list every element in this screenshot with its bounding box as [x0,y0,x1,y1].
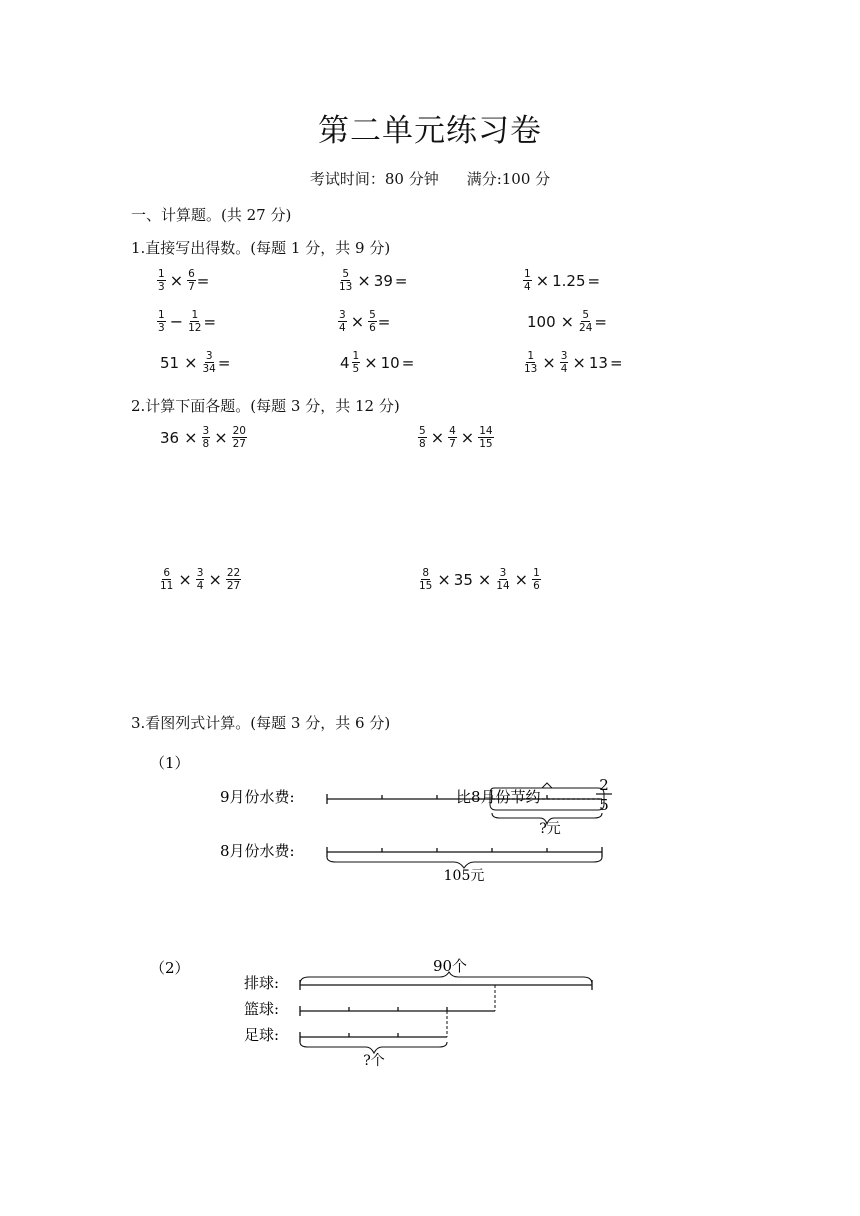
q1-item-2: $\frac{5}{13}$ × 39 = [339,268,408,293]
q1-item-7: 51 × $\frac{3}{34}$ = [160,350,231,375]
saving-fraction-numerator: 2 [599,776,609,794]
question-3-heading: 3.看图列式计算。(每题 3 分，共 6 分) [131,714,391,732]
fraction: $\frac{1}{5}$ [352,350,360,375]
question-1-heading: 1.直接写出得数。(每题 1 分，共 9 分) [131,239,391,257]
q2-item-3: $\frac{6}{11}$ × $\frac{3}{4}$ × $\frac{22}{27}$ [160,567,241,592]
football-label: 足球: [244,1026,280,1044]
q1-item-9: $\frac{1}{13}$ × $\frac{3}{4}$ × 13 = [524,350,623,375]
fraction: $\frac{1}{6}$ [533,567,540,592]
q1-item-5: $\frac{3}{4}$ × $\frac{5}{6}$ = [339,309,391,334]
fraction: $\frac{22}{27}$ [226,567,241,592]
figure-1-label: （1） [150,754,190,772]
saving-note: 比8月份节约 [456,788,541,806]
q1-item-8: 4 $\frac{1}{5}$ × 10 = [340,350,415,375]
fraction: $\frac{5}{13}$ [339,268,353,293]
fraction: $\frac{1}{12}$ [188,309,202,334]
volleyball-label: 排球: [244,974,280,992]
fraction: $\frac{3}{8}$ [202,425,210,450]
saving-amount-unknown: ?元 [539,821,561,837]
fraction: $\frac{3}{4}$ [560,350,568,375]
q2-item-1: 36 × $\frac{3}{8}$ × $\frac{20}{27}$ [160,425,246,450]
fraction: $\frac{20}{27}$ [232,425,246,450]
saving-fraction-denominator: 5 [599,796,609,814]
fraction: $\frac{5}{24}$ [579,309,593,334]
august-fee-total: 105元 [443,868,485,884]
q1-item-4: $\frac{1}{3}$ − $\frac{1}{12}$ = [158,309,217,334]
august-fee-label: 8月份水费: [220,842,295,860]
question-2-heading: 2.计算下面各题。(每题 3 分，共 12 分) [131,397,400,415]
fraction: $\frac{5}{8}$ [419,425,426,450]
water-fee-bar-diagram [140,738,640,888]
fraction: $\frac{3}{4}$ [196,567,204,592]
fraction: $\frac{5}{6}$ [369,309,376,334]
fraction: $\frac{1}{3}$ [158,309,165,334]
q1-item-3: $\frac{1}{4}$ × 1.25 = [524,268,601,293]
q2-item-4: $\frac{8}{15}$ × 35 × $\frac{3}{14}$ × $\frac{1}{6}$ [419,567,540,592]
fraction: $\frac{6}{11}$ [160,567,174,592]
page-title: 第二单元练习卷 [318,113,542,149]
fraction: $\frac{3}{34}$ [202,350,216,375]
q2-item-2: $\frac{5}{8}$ × $\frac{4}{7}$ × $\frac{14}{15}$ [419,425,493,450]
section-heading: 一、计算题。(共 27 分) [131,206,292,224]
basketball-label: 篮球: [244,1000,280,1018]
fraction: $\frac{4}{7}$ [449,425,456,450]
exam-time: 考试时间：80 分钟 [309,170,439,188]
volleyball-total: 90个 [432,957,468,975]
exam-score: 满分:100 分 [466,170,551,188]
ball-count-bar-diagram [140,948,610,1078]
fraction: $\frac{3}{14}$ [496,567,510,592]
fraction: $\frac{1}{3}$ [158,268,165,293]
fraction: $\frac{14}{15}$ [479,425,493,450]
fraction: $\frac{3}{4}$ [339,309,346,334]
fraction: $\frac{8}{15}$ [419,567,433,592]
q1-item-1: $\frac{1}{3}$ × $\frac{6}{7}$ = [158,268,210,293]
fraction: $\frac{6}{7}$ [188,268,195,293]
football-count-unknown: ?个 [363,1053,385,1069]
fraction: $\frac{1}{4}$ [524,268,531,293]
exam-info [0,168,860,189]
q1-item-6: 100 × $\frac{5}{24}$ = [527,309,607,334]
fraction: $\frac{1}{13}$ [524,350,538,375]
figure-2-label: （2） [150,959,190,977]
september-fee-label: 9月份水费: [220,788,295,806]
